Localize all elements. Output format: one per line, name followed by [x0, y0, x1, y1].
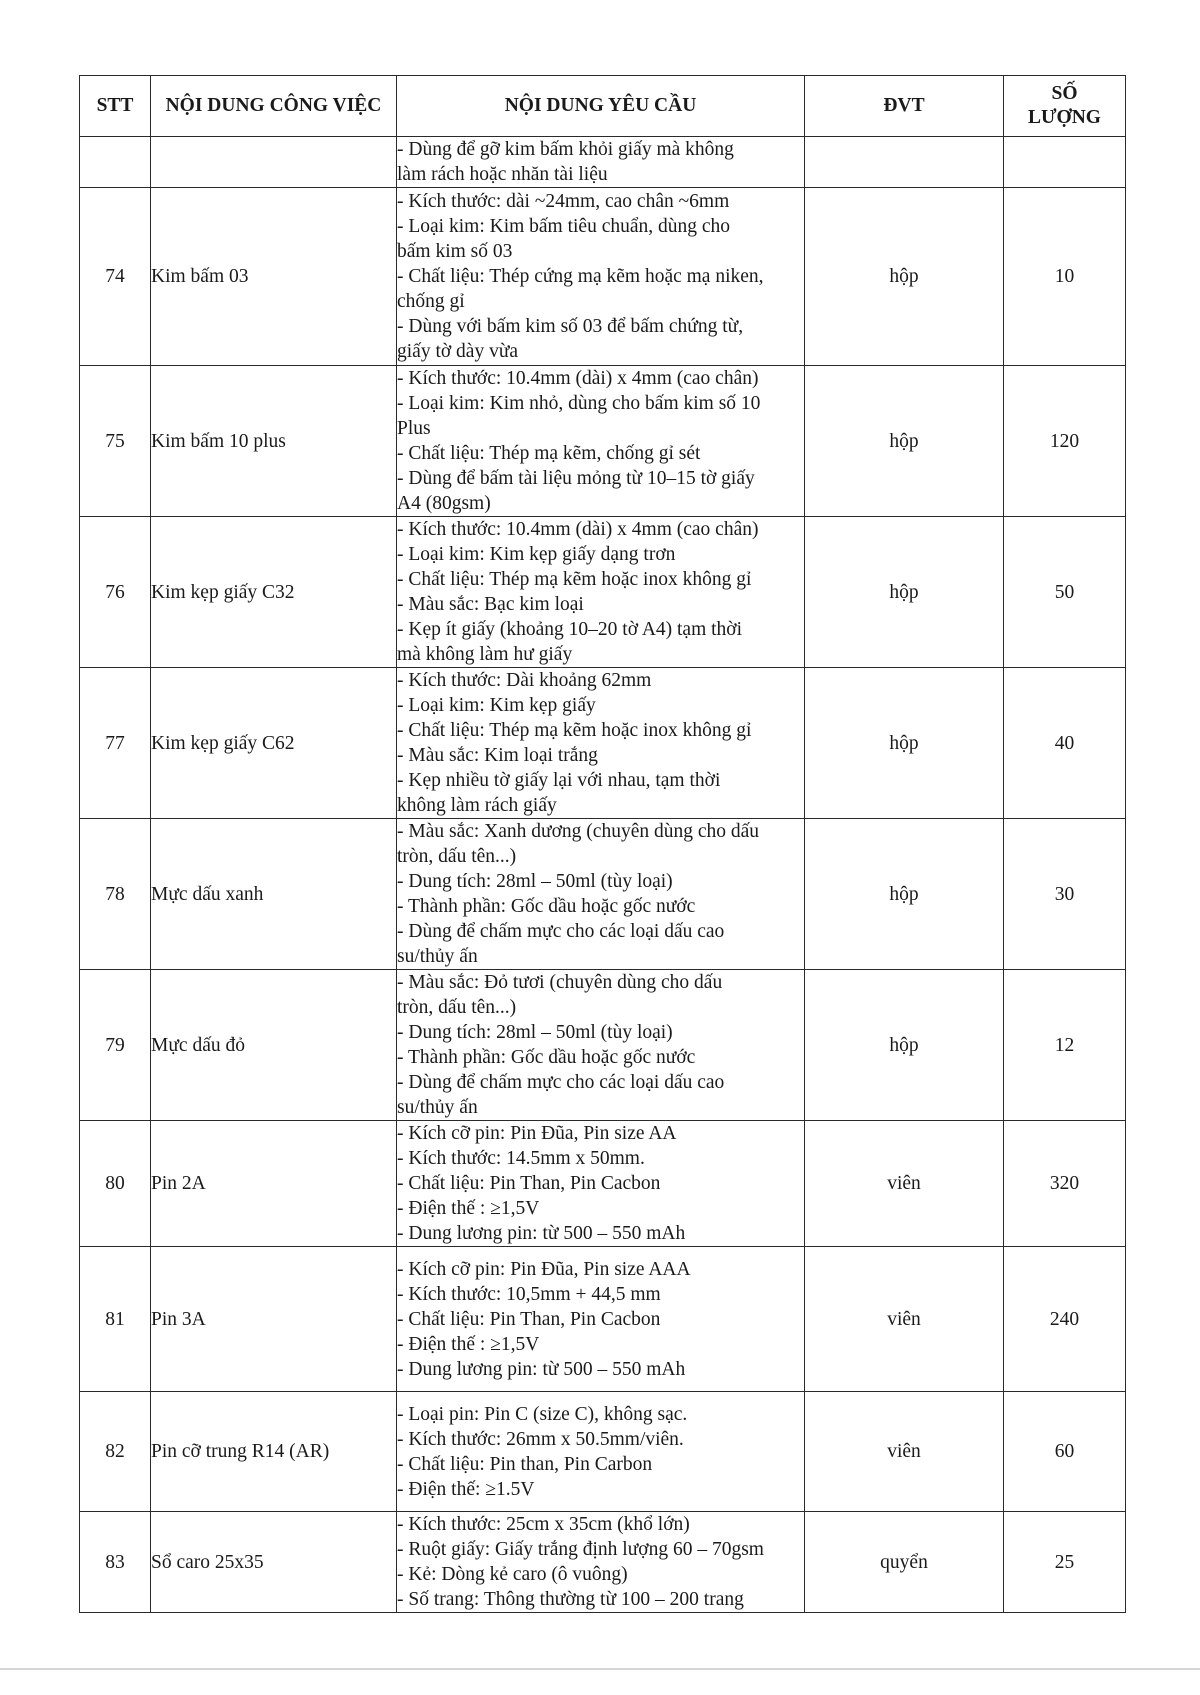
row-item-name: Kim kẹp giấy C32 [151, 517, 397, 668]
table-row [80, 970, 1126, 1121]
continuation-name [151, 137, 397, 188]
row-quantity: 40 [1004, 668, 1126, 819]
row-stt: 77 [80, 668, 151, 819]
requirement-line: - Loại kim: Kim kẹp giấy dạng trơn [397, 544, 676, 565]
requirement-line: - Màu sắc: Kim loại trắng [397, 745, 598, 766]
requirement-line: - Kẹp nhiều tờ giấy lại với nhau, tạm thời [397, 770, 721, 791]
table-row [80, 1247, 1126, 1392]
requirement-line: - Kích thước: 10.4mm (dài) x 4mm (cao chân) [397, 519, 759, 540]
row-requirements [397, 970, 805, 1121]
row-quantity: 30 [1004, 819, 1126, 970]
header-unit: ĐVT [805, 76, 1004, 137]
row-stt: 75 [80, 366, 151, 517]
requirement-line: - Dùng để chấm mực cho các loại dấu cao [397, 921, 725, 942]
row-unit: viên [805, 1247, 1004, 1392]
row-requirements [397, 819, 805, 970]
row-requirements [397, 1121, 805, 1247]
requirement-line: - Kích cỡ pin: Pin Đũa, Pin size AA [397, 1123, 677, 1144]
requirement-line: tròn, dấu tên...) [397, 846, 517, 867]
row-unit: viên [805, 1121, 1004, 1247]
requirement-line: A4 (80gsm) [397, 493, 491, 514]
row-item-name: Kim kẹp giấy C62 [151, 668, 397, 819]
requirement-line: - Số trang: Thông thường từ 100 – 200 trang [397, 1589, 744, 1610]
table-row [80, 1512, 1126, 1613]
header-quantity [1004, 76, 1126, 137]
requirement-line: su/thủy ấn [397, 946, 478, 967]
row-quantity: 50 [1004, 517, 1126, 668]
row-stt: 80 [80, 1121, 151, 1247]
requirement-line: - Dùng để bấm tài liệu mỏng từ 10–15 tờ giấy [397, 468, 755, 489]
header-quantity-line2: LƯỢNG [1028, 107, 1101, 128]
row-item-name: Sổ caro 25x35 [151, 1512, 397, 1613]
requirement-line: - Loại pin: Pin C (size C), không sạc. [397, 1403, 688, 1425]
requirement-line: - Dùng để gỡ kim bấm khỏi giấy mà không [397, 139, 734, 160]
row-requirements [397, 668, 805, 819]
continuation-stt [80, 137, 151, 188]
table-body [80, 137, 1126, 1613]
row-item-name: Mực dấu xanh [151, 819, 397, 970]
requirement-line: - Kích thước: 10,5mm + 44,5 mm [397, 1283, 661, 1305]
requirement-line: - Kích thước: 26mm x 50.5mm/viên. [397, 1428, 684, 1450]
requirement-line: - Kẻ: Dòng kẻ caro (ô vuông) [397, 1564, 628, 1585]
row-stt: 79 [80, 970, 151, 1121]
row-requirements [397, 1247, 805, 1392]
requirement-line: - Dung lương pin: từ 500 – 550 mAh [397, 1223, 686, 1244]
requirement-line: su/thủy ấn [397, 1097, 478, 1118]
row-unit: hộp [805, 366, 1004, 517]
requirement-line: - Chất liệu: Thép mạ kẽm hoặc inox không gỉ [397, 569, 752, 590]
row-stt: 81 [80, 1247, 151, 1392]
requirement-line: - Kích thước: Dài khoảng 62mm [397, 670, 652, 691]
row-quantity: 25 [1004, 1512, 1126, 1613]
row-unit: hộp [805, 668, 1004, 819]
table-row [80, 668, 1126, 819]
table-header-row [80, 76, 1126, 137]
requirement-line: - Chất liệu: Pin Than, Pin Cacbon [397, 1308, 661, 1330]
requirement-line: - Thành phần: Gốc dầu hoặc gốc nước [397, 1047, 696, 1068]
table-row [80, 188, 1126, 366]
requirement-line: làm rách hoặc nhăn tài liệu [397, 164, 608, 185]
requirement-line: - Chất liệu: Thép mạ kẽm hoặc inox không gỉ [397, 720, 752, 741]
header-requirements: NỘI DUNG YÊU CẦU [397, 76, 805, 137]
row-stt: 83 [80, 1512, 151, 1613]
continuation-requirements [397, 137, 805, 188]
row-quantity: 320 [1004, 1121, 1126, 1247]
table-row [80, 1121, 1126, 1247]
row-item-name: Pin 2A [151, 1121, 397, 1247]
row-quantity: 12 [1004, 970, 1126, 1121]
requirement-line: - Màu sắc: Bạc kim loại [397, 594, 584, 615]
row-requirements [397, 517, 805, 668]
row-quantity: 60 [1004, 1392, 1126, 1512]
requirement-line: - Màu sắc: Đỏ tươi (chuyên dùng cho dấu [397, 972, 723, 993]
requirement-line: - Chất liệu: Thép cứng mạ kẽm hoặc mạ niken, [397, 266, 764, 287]
row-stt: 74 [80, 188, 151, 366]
row-stt: 78 [80, 819, 151, 970]
requirement-line: - Kích thước: 14.5mm x 50mm. [397, 1148, 645, 1169]
requirement-line: - Loại kim: Kim bấm tiêu chuẩn, dùng cho [397, 216, 731, 237]
requirement-line: - Kẹp ít giấy (khoảng 10–20 tờ A4) tạm thời [397, 619, 743, 640]
requirement-line: - Dung lương pin: từ 500 – 550 mAh [397, 1358, 686, 1380]
requirement-line: bấm kim số 03 [397, 241, 513, 262]
continuation-row [80, 137, 1126, 188]
row-requirements [397, 366, 805, 517]
row-requirements [397, 1512, 805, 1613]
row-unit: hộp [805, 517, 1004, 668]
requirement-line: - Thành phần: Gốc dầu hoặc gốc nước [397, 896, 696, 917]
requirement-line: - Kích thước: dài ~24mm, cao chân ~6mm [397, 191, 730, 212]
table-row [80, 819, 1126, 970]
requirement-line: - Loại kim: Kim nhỏ, dùng cho bấm kim số 10 [397, 393, 761, 414]
continuation-unit [805, 137, 1004, 188]
requirement-line: - Ruột giấy: Giấy trắng định lượng 60 – 70gsm [397, 1539, 764, 1560]
scan-edge-divider [0, 1668, 1200, 1670]
row-unit: quyển [805, 1512, 1004, 1613]
requirement-line: không làm rách giấy [397, 795, 557, 816]
requirement-line: tròn, dấu tên...) [397, 997, 517, 1018]
requirement-line: - Kích thước: 25cm x 35cm (khổ lớn) [397, 1514, 690, 1535]
row-item-name: Pin 3A [151, 1247, 397, 1392]
requirement-line: - Kích thước: 10.4mm (dài) x 4mm (cao chân) [397, 368, 759, 389]
requirement-line: - Chất liệu: Pin than, Pin Carbon [397, 1453, 653, 1475]
requirement-line: giấy tờ dày vừa [397, 341, 519, 362]
row-unit: hộp [805, 970, 1004, 1121]
requirement-line: - Dung tích: 28ml – 50ml (tùy loại) [397, 871, 673, 892]
requirement-line: mà không làm hư giấy [397, 644, 573, 665]
continuation-qty [1004, 137, 1126, 188]
requirement-line: - Dung tích: 28ml – 50ml (tùy loại) [397, 1022, 673, 1043]
table-row [80, 366, 1126, 517]
requirement-line: - Điện thế : ≥1,5V [397, 1333, 540, 1355]
header-quantity-line1: SỐ [1051, 83, 1078, 104]
row-unit: hộp [805, 188, 1004, 366]
requirement-line: - Dùng với bấm kim số 03 để bấm chứng từ, [397, 316, 744, 337]
row-requirements [397, 1392, 805, 1512]
row-quantity: 240 [1004, 1247, 1126, 1392]
row-unit: hộp [805, 819, 1004, 970]
requirement-line: - Dùng để chấm mực cho các loại dấu cao [397, 1072, 725, 1093]
row-quantity: 10 [1004, 188, 1126, 366]
requirement-line: - Chất liệu: Pin Than, Pin Cacbon [397, 1173, 661, 1194]
requirement-line: - Màu sắc: Xanh dương (chuyên dùng cho dấu [397, 821, 760, 842]
row-item-name: Kim bấm 03 [151, 188, 397, 366]
row-requirements [397, 188, 805, 366]
requirement-line: - Loại kim: Kim kẹp giấy [397, 695, 596, 716]
row-unit: viên [805, 1392, 1004, 1512]
requirement-line: - Kích cỡ pin: Pin Đũa, Pin size AAA [397, 1258, 691, 1280]
row-stt: 76 [80, 517, 151, 668]
requirement-line: chống gỉ [397, 291, 465, 312]
header-task-content: NỘI DUNG CÔNG VIỆC [151, 76, 397, 137]
requirement-line: - Điện thế : ≥1,5V [397, 1198, 540, 1219]
requirement-line: - Chất liệu: Thép mạ kẽm, chống gỉ sét [397, 443, 701, 464]
table-row [80, 517, 1126, 668]
requirement-line: - Điện thế: ≥1.5V [397, 1478, 535, 1500]
requirement-line: Plus [397, 418, 431, 439]
row-quantity: 120 [1004, 366, 1126, 517]
procurement-spec-table [79, 75, 1126, 1613]
row-item-name: Pin cỡ trung R14 (AR) [151, 1392, 397, 1512]
header-stt: STT [80, 76, 151, 137]
table-row [80, 1392, 1126, 1512]
row-item-name: Mực dấu đỏ [151, 970, 397, 1121]
row-item-name: Kim bấm 10 plus [151, 366, 397, 517]
row-stt: 82 [80, 1392, 151, 1512]
